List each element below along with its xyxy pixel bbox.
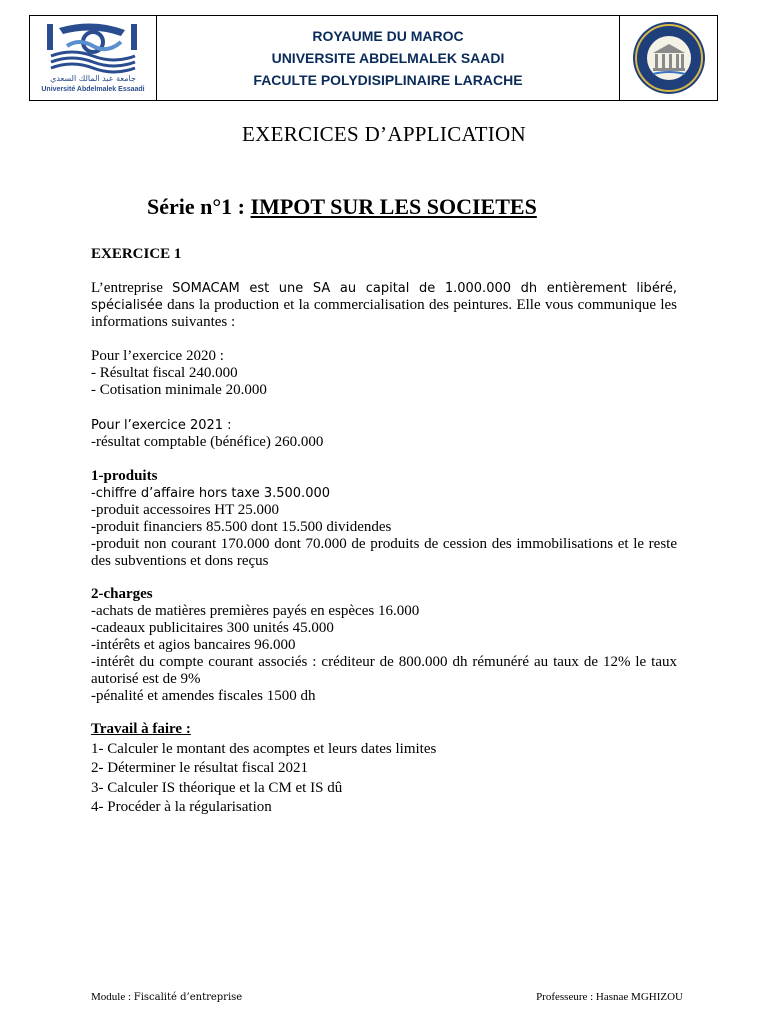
series-title — [147, 194, 537, 220]
series-subject: IMPOT SUR LES SOCIETES — [250, 194, 537, 219]
task-item: 4- Procéder à la régularisation — [91, 799, 272, 815]
year-2020-line: - Résultat fiscal 240.000 — [91, 365, 238, 381]
faculty-seal — [619, 16, 717, 100]
footer-module-value: Fiscalité d’entreprise — [133, 992, 243, 1003]
produits-heading: 1-produits — [91, 468, 158, 484]
task-item: 1- Calculer le montant des acomptes et leurs dates limites — [91, 740, 437, 757]
logo-arabic-text: جامعة عبد المالك السعدي — [50, 74, 136, 83]
year-2020-line: - Cotisation minimale 20.000 — [91, 382, 267, 398]
year-2021-line: -résultat comptable (bénéfice) 260.000 — [91, 434, 324, 450]
task-item: 3- Calculer IS théorique et la CM et IS dû — [91, 779, 343, 796]
produits-block — [91, 468, 677, 570]
page-heading: EXERCICES D’APPLICATION — [242, 122, 526, 146]
tasks-heading: Travail à faire : — [91, 721, 191, 737]
intro-part2: dans la production et la commercialisation des peintures. Elle vous communique les informations suivantes : — [91, 297, 678, 330]
intro-part1: L’entreprise — [91, 280, 173, 296]
institution-block — [157, 16, 619, 100]
intro-company: SOMACAM est une SA au capital de 1.000.000 dh entièrement libéré, spécialisée — [91, 281, 678, 313]
faculty-line: FACULTE POLYDISIPLINAIRE LARACHE — [253, 72, 523, 88]
header-frame — [29, 15, 718, 101]
year-2021-heading: Pour l’exercice 2021 : — [91, 418, 232, 433]
charges-line: -intérêt du compte courant associés : créditeur de 800.000 dh rémunéré au taux de 12% le taux autorisé est de 9% — [91, 654, 677, 687]
series-prefix: Série n°1 : — [147, 194, 251, 219]
year-2021-block — [91, 417, 677, 451]
produits-line: -chiffre d’affaire hors taxe 3.500.000 — [91, 486, 331, 501]
charges-line: -cadeaux publicitaires 300 unités 45.000 — [91, 620, 334, 636]
tasks-block — [91, 720, 677, 818]
produits-line: -produit financiers 85.500 dont 15.500 dividendes — [91, 519, 392, 535]
faculty-seal-icon — [631, 20, 707, 96]
charges-line: -intérêts et agios bancaires 96.000 — [91, 637, 296, 653]
university-wave-logo-icon — [37, 20, 149, 96]
charges-heading: 2-charges — [91, 586, 153, 602]
charges-line: -achats de matières premières payés en espèces 16.000 — [91, 603, 420, 619]
exercise-label: EXERCICE 1 — [91, 246, 182, 262]
produits-line: -produit non courant 170.000 dont 70.000 de produits de cession des immobilisations et le reste des subventions et dons reçus — [91, 536, 677, 569]
charges-line: -pénalité et amendes fiscales 1500 dh — [91, 688, 316, 704]
university-line: UNIVERSITE ABDELMALEK SAADI — [271, 50, 505, 66]
charges-block — [91, 586, 677, 705]
logo-latin-text: Université Abdelmalek Essaadi — [41, 86, 145, 93]
university-logo — [30, 16, 157, 100]
task-item: 2- Déterminer le résultat fiscal 2021 — [91, 760, 309, 776]
footer-module — [91, 991, 242, 1003]
year-2020-block — [91, 348, 677, 399]
kingdom-line: ROYAUME DU MAROC — [312, 28, 464, 44]
exercise-intro — [91, 280, 677, 331]
year-2020-heading: Pour l’exercice 2020 : — [91, 348, 224, 364]
footer-module-label: Module : — [91, 991, 134, 1003]
produits-line: -produit accessoires HT 25.000 — [91, 502, 280, 518]
footer-professor: Professeure : Hasnae MGHIZOU — [536, 991, 683, 1003]
